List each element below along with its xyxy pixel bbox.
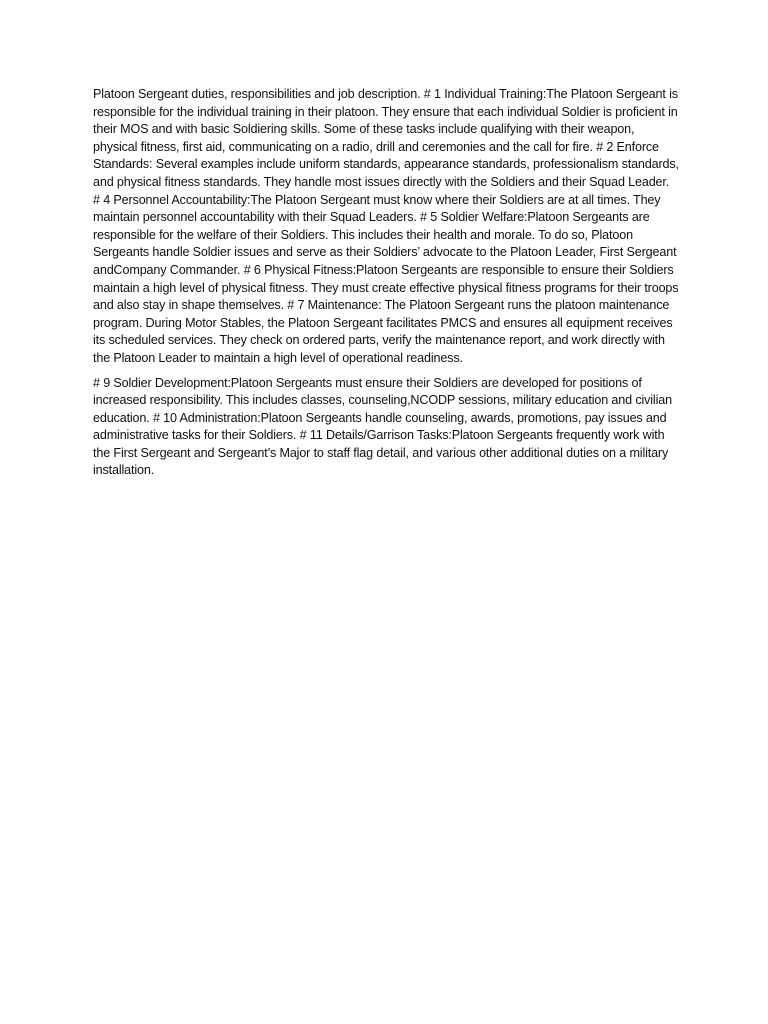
- document-body: [93, 86, 679, 487]
- paragraph-development: # 9 Soldier Development:Platoon Sergeants must ensure their Soldiers are developed for positions of increased responsibility. This includes classes, counseling,NCODP sessions, military education and civilian education. # 10 Administration:Platoon Sergeants handle counseling, awards, promotions, pay issues and administrative tasks for their Soldiers. # 11 Details/Garrison Tasks:Platoon Sergeants frequently work with the First Sergeant and Sergeant’s Major to staff flag detail, and various other additional duties on a military installation.: [93, 375, 672, 478]
- paragraph-duties: Platoon Sergeant duties, responsibilities and job description. # 1 Individual Training:The Platoon Sergeant is responsible for the individual training in their platoon. They ensure that each individual Soldier is proficient in their MOS and with basic Soldiering skills. Some of these tasks include qualifying with their weapon, physical fitness, first aid, communicating on a radio, drill and ceremonies and the call for fire. # 2 Enforce Standards: Several examples include uniform standards, appearance standards, professionalism standards, and physical fitness standards. They handle most issues directly with the Soldiers and their Squad Leader. # 4 Personnel Accountability:The Platoon Sergeant must know where their Soldiers are at all times. They maintain personnel accountability with their Squad Leaders. # 5 Soldier Welfare:Platoon Sergeants are responsible for the welfare of their Soldiers. This includes their health and morale. To do so, Platoon Sergeants handle Soldier issues and serve as their Soldiers’ advocate to the Platoon Leader, First Sergeant andCompany Commander. # 6 Physical Fitness:Platoon Sergeants are responsible to ensure their Soldiers maintain a high level of physical fitness. They must create effective physical fitness programs for their troops and also stay in shape themselves. # 7 Maintenance: The Platoon Sergeant runs the platoon maintenance program. During Motor Stables, the Platoon Sergeant facilitates PMCS and ensures all equipment receives its scheduled services. They check on ordered parts, verify the maintenance report, and work directly with the Platoon Leader to maintain a high level of operational readiness.: [93, 87, 679, 365]
